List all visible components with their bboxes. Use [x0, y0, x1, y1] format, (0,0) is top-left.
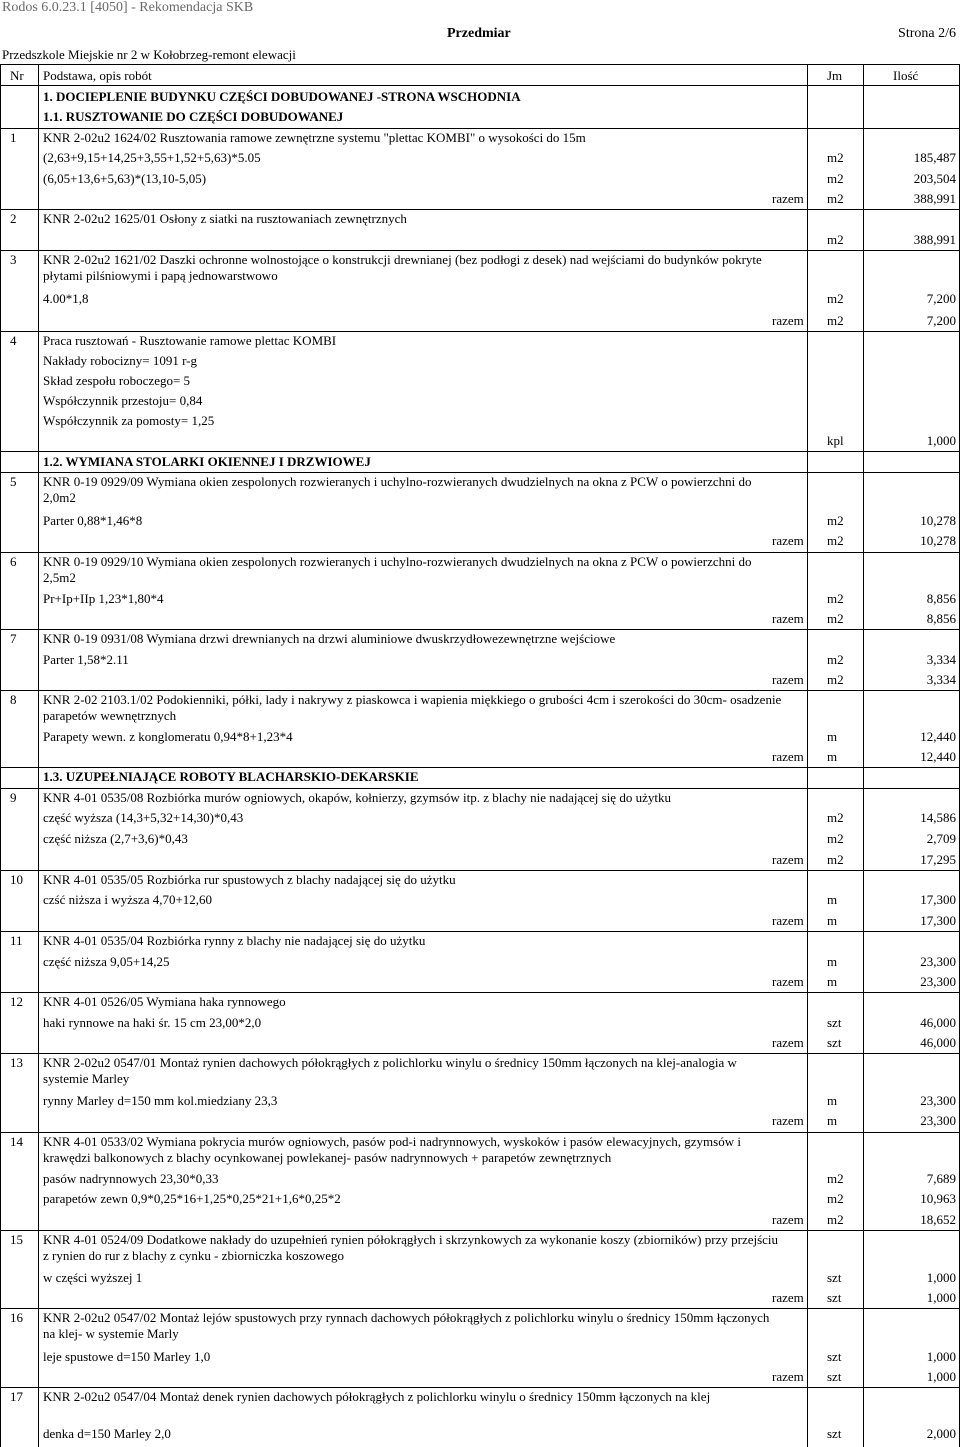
measure-formula: leje spustowe d=150 Marley 1,0 [43, 1349, 211, 1364]
razem-label: razem [772, 749, 804, 764]
item-number: 9 [10, 790, 17, 805]
qty-cell: 1,000 [926, 1270, 956, 1285]
unit-cell: m2 [827, 611, 844, 626]
measure-formula: haki rynnowe na haki śr. 15 cm 23,00*2,0 [43, 1015, 262, 1030]
row-separator [0, 690, 960, 691]
unit-cell: m2 [827, 1171, 844, 1186]
row-separator [0, 1387, 960, 1388]
razem-label: razem [772, 611, 804, 626]
row-separator [0, 767, 960, 768]
measure-formula: w części wyższej 1 [43, 1270, 143, 1285]
qty-cell: 46,000 [920, 1035, 956, 1050]
col-divider [807, 64, 808, 1447]
qty-cell: 388,991 [913, 232, 956, 247]
qty-cell: 23,300 [920, 974, 956, 989]
item-note: Skład zespołu roboczego= 5 [43, 373, 191, 388]
unit-cell: m2 [827, 672, 844, 687]
qty-cell: 23,300 [920, 1113, 956, 1128]
qty-cell: 23,300 [920, 1093, 956, 1108]
qty-cell: 7,689 [926, 1171, 956, 1186]
row-separator [0, 552, 960, 553]
col-header-unit: Jm [827, 68, 843, 83]
row-separator [0, 1053, 960, 1054]
item-description: KNR 2-02u2 0547/01 Montaż rynien dachowych półokrągłych z polichlorku winylu o średnicy 150mm łączonych na klej-analogia w systemie Marley [43, 1055, 737, 1086]
unit-cell: m2 [827, 150, 844, 165]
item-description: KNR 4-01 0526/05 Wymiana haka rynnowego [43, 994, 286, 1009]
qty-cell: 18,652 [920, 1212, 956, 1227]
qty-cell: 14,586 [920, 810, 956, 825]
item-number: 6 [10, 554, 17, 569]
item-number: 4 [10, 333, 17, 348]
item-number: 8 [10, 692, 17, 707]
qty-cell: 3,334 [926, 672, 956, 687]
measure-formula: rynny Marley d=150 mm kol.miedziany 23,3 [43, 1093, 278, 1108]
measure-formula: Pr+Ip+IIp 1,23*1,80*4 [43, 591, 164, 606]
row-separator [0, 1308, 960, 1309]
row-separator [0, 1132, 960, 1133]
qty-cell: 46,000 [920, 1015, 956, 1030]
unit-cell: m [827, 974, 838, 989]
qty-cell: 203,504 [913, 171, 956, 186]
item-number: 15 [10, 1232, 23, 1247]
doc-title: Przedmiar [447, 26, 511, 41]
unit-cell: m2 [827, 652, 844, 667]
unit-cell: m2 [827, 831, 844, 846]
app-title: Rodos 6.0.23.1 [4050] - Rekomendacja SKB [2, 0, 254, 15]
measure-formula: Parapety wewn. z konglomeratu 0,94*8+1,23*4 [43, 729, 293, 744]
section-heading: 1.2. WYMIANA STOLARKI OKIENNEJ I DRZWIOWEJ [43, 454, 371, 469]
item-number: 10 [10, 872, 23, 887]
unit-cell: szt [827, 1290, 842, 1305]
unit-cell: kpl [827, 433, 844, 448]
item-number: 12 [10, 994, 23, 1009]
item-description: KNR 4-01 0535/08 Rozbiórka murów ogniowych, okapów, kołnierzy, gzymsów itp. z blachy nie nadającej się do użytku [43, 790, 671, 805]
qty-cell: 1,000 [926, 1349, 956, 1364]
unit-cell: m2 [827, 171, 844, 186]
item-description: KNR 4-01 0535/04 Rozbiórka rynny z blachy nie nadającej się do użytku [43, 933, 426, 948]
item-number: 1 [10, 130, 17, 145]
unit-cell: m [827, 1113, 838, 1128]
qty-cell: 12,440 [920, 749, 956, 764]
unit-cell: m2 [827, 291, 844, 306]
item-description: KNR 2-02u2 1624/02 Rusztowania ramowe zewnętrzne systemu "plettac KOMBI" o wysokości do 15m [43, 130, 586, 145]
razem-label: razem [772, 672, 804, 687]
razem-label: razem [772, 1212, 804, 1227]
item-note: Nakłady robocizny= 1091 r-g [43, 353, 198, 368]
item-description: KNR 2-02 2103.1/02 Podokienniki, półki, lady i nakrywy z piaskowca i wapienia miękkiego o grubości 4cm i szerokości do 30cm- osadzenie parapetów wewnętrznych [43, 692, 782, 723]
row-separator [0, 870, 960, 871]
qty-cell: 17,300 [920, 913, 956, 928]
qty-cell: 7,200 [926, 291, 956, 306]
unit-cell: m2 [827, 313, 844, 328]
row-separator [0, 331, 960, 332]
qty-cell: 3,334 [926, 652, 956, 667]
item-description: KNR 4-01 0524/09 Dodatkowe nakłady do uzupełnień rynien półokrągłych i skrzynkowych za wykonanie koszy (zbiorników) przy przejściu z rynien do rur z blachy z cynku - zbiorniczka koszowego [43, 1232, 779, 1263]
unit-cell: m [827, 1093, 838, 1108]
razem-label: razem [772, 852, 804, 867]
qty-cell: 1,000 [926, 433, 956, 448]
item-number: 2 [10, 211, 17, 226]
unit-cell: m2 [827, 852, 844, 867]
unit-cell: m2 [827, 513, 844, 528]
measure-formula: Parter 0,88*1,46*8 [43, 513, 143, 528]
measure-formula: czść niższa i wyższa 4,70+12,60 [43, 892, 213, 907]
unit-cell: szt [827, 1015, 842, 1030]
qty-cell: 10,278 [920, 513, 956, 528]
row-separator [0, 472, 960, 473]
header-rule-bottom [0, 85, 960, 86]
row-separator [0, 1230, 960, 1231]
item-description: KNR 0-19 0929/10 Wymiana okien zespolonych rozwieranych i uchylno-rozwieranych dwudzielnych na okna z PCW o powierzchni do 2,5m2 [43, 554, 752, 585]
razem-label: razem [772, 313, 804, 328]
unit-cell: szt [827, 1349, 842, 1364]
row-separator [0, 250, 960, 251]
item-number: 5 [10, 474, 17, 489]
unit-cell: m2 [827, 1212, 844, 1227]
unit-cell: m [827, 913, 838, 928]
section-heading: 1. DOCIEPLENIE BUDYNKU CZĘŚCI DOBUDOWANEJ -STRONA WSCHODNIA [43, 89, 521, 104]
item-number: 7 [10, 631, 17, 646]
item-description: Praca rusztowań - Rusztowanie ramowe plettac KOMBI [43, 333, 337, 348]
col-header-qty: Ilość [893, 68, 919, 83]
measure-formula: część wyższa (14,3+5,32+14,30)*0,43 [43, 810, 244, 825]
razem-label: razem [772, 974, 804, 989]
unit-cell: m [827, 892, 838, 907]
col-header-nr: Nr [10, 68, 24, 83]
measure-formula: (6,05+13,6+5,63)*(13,10-5,05) [43, 171, 207, 186]
qty-cell: 12,440 [920, 729, 956, 744]
item-description: KNR 4-01 0533/02 Wymiana pokrycia murów ogniowych, pasów pod-i nadrynnowych, wyskoków i pasów elewacyjnych, gzymsów i krawędzi balkonowych z blachy ocynkowanej powlekanej- pasów nadrynnowych + parapetów zewnętrznych [43, 1134, 741, 1165]
unit-cell: szt [827, 1035, 842, 1050]
unit-cell: m2 [827, 533, 844, 548]
unit-cell: m2 [827, 232, 844, 247]
razem-label: razem [772, 191, 804, 206]
item-description: KNR 2-02u2 1621/02 Daszki ochronne wolnostojące o konstrukcji drewnianej (bez podłogi z desek) nad wejściami do budynków pokryte płytami pilśniowymi i papą jednowarstwowo [43, 252, 762, 283]
item-number: 11 [10, 933, 23, 948]
qty-cell: 8,856 [926, 611, 956, 626]
page-label: Strona 2/6 [898, 26, 956, 41]
razem-label: razem [772, 1290, 804, 1305]
item-description: KNR 2-02u2 0547/04 Montaż denek rynien dachowych półokrągłych z polichlorku winylu o średnicy 150mm łączonych na klej [43, 1389, 711, 1404]
item-description: KNR 2-02u2 1625/01 Osłony z siatki na rusztowaniach zewnętrznych [43, 211, 407, 226]
qty-cell: 10,278 [920, 533, 956, 548]
col-divider [38, 64, 39, 1447]
unit-cell: m2 [827, 1191, 844, 1206]
qty-cell: 1,000 [926, 1369, 956, 1384]
section-heading: 1.3. UZUPEŁNIAJĄCE ROBOTY BLACHARSKIO-DEKARSKIE [43, 769, 419, 784]
item-note: Współczynnik przestoju= 0,84 [43, 393, 203, 408]
item-description: KNR 4-01 0535/05 Rozbiórka rur spustowych z blachy nadającej się do użytku [43, 872, 456, 887]
row-separator [0, 931, 960, 932]
qty-cell: 1,000 [926, 1290, 956, 1305]
row-separator [0, 128, 960, 129]
measure-formula: Parter 1,58*2.11 [43, 652, 129, 667]
item-description: KNR 0-19 0929/09 Wymiana okien zespolonych rozwieranych i uchylno-rozwieranych dwudzielnych na okna z PCW o powierzchni do 2,0m2 [43, 474, 752, 505]
item-number: 3 [10, 252, 17, 267]
item-number: 14 [10, 1134, 23, 1149]
razem-label: razem [772, 1035, 804, 1050]
qty-cell: 8,856 [926, 591, 956, 606]
razem-label: razem [772, 913, 804, 928]
qty-cell: 17,295 [920, 852, 956, 867]
unit-cell: m [827, 954, 838, 969]
qty-cell: 23,300 [920, 954, 956, 969]
unit-cell: m [827, 729, 838, 744]
item-number: 13 [10, 1055, 23, 1070]
qty-cell: 10,963 [920, 1191, 956, 1206]
measure-formula: pasów nadrynnowych 23,30*0,33 [43, 1171, 219, 1186]
item-description: KNR 2-02u2 0547/02 Montaż lejów spustowych przy rynnach dachowych półokrągłych z polichlorku winylu o średnicy 150mm łączonych na klej- w systemie Marly [43, 1310, 770, 1341]
col-divider [863, 64, 864, 1447]
qty-cell: 2,000 [926, 1426, 956, 1441]
section-heading: 1.1. RUSZTOWANIE DO CZĘŚCI DOBUDOWANEJ [43, 109, 344, 124]
col-divider [0, 64, 1, 1447]
measure-formula: (2,63+9,15+14,25+3,55+1,52+5,63)*5.05 [43, 150, 261, 165]
project-name: Przedszkole Miejskie nr 2 w Kołobrzeg-remont elewacji [2, 47, 296, 62]
row-separator [0, 788, 960, 789]
row-separator [0, 451, 960, 452]
unit-cell: szt [827, 1270, 842, 1285]
unit-cell: szt [827, 1369, 842, 1384]
item-description: KNR 0-19 0931/08 Wymiana drzwi drewnianych na drzwi aluminiowe dwuskrzydłowezewnętrzne wejściowe [43, 631, 616, 646]
measure-formula: część niższa 9,05+14,25 [43, 954, 170, 969]
unit-cell: m2 [827, 591, 844, 606]
qty-cell: 7,200 [926, 313, 956, 328]
measure-formula: część niższa (2,7+3,6)*0,43 [43, 831, 188, 846]
header-rule-top [0, 64, 960, 65]
unit-cell: m2 [827, 191, 844, 206]
row-separator [0, 992, 960, 993]
qty-cell: 2,709 [926, 831, 956, 846]
unit-cell: m [827, 749, 838, 764]
razem-label: razem [772, 533, 804, 548]
item-number: 17 [10, 1389, 23, 1404]
item-note: Współczynnik za pomosty= 1,25 [43, 413, 215, 428]
row-separator [0, 629, 960, 630]
qty-cell: 17,300 [920, 892, 956, 907]
item-number: 16 [10, 1310, 23, 1325]
unit-cell: m2 [827, 810, 844, 825]
unit-cell: szt [827, 1426, 842, 1441]
col-header-desc: Podstawa, opis robót [43, 68, 152, 83]
razem-label: razem [772, 1369, 804, 1384]
qty-cell: 185,487 [913, 150, 956, 165]
measure-formula: parapetów zewn 0,9*0,25*16+1,25*0,25*21+1,6*0,25*2 [43, 1191, 341, 1206]
measure-formula: denka d=150 Marley 2,0 [43, 1426, 171, 1441]
qty-cell: 388,991 [913, 191, 956, 206]
row-separator [0, 209, 960, 210]
razem-label: razem [772, 1113, 804, 1128]
measure-formula: 4.00*1,8 [43, 291, 89, 306]
